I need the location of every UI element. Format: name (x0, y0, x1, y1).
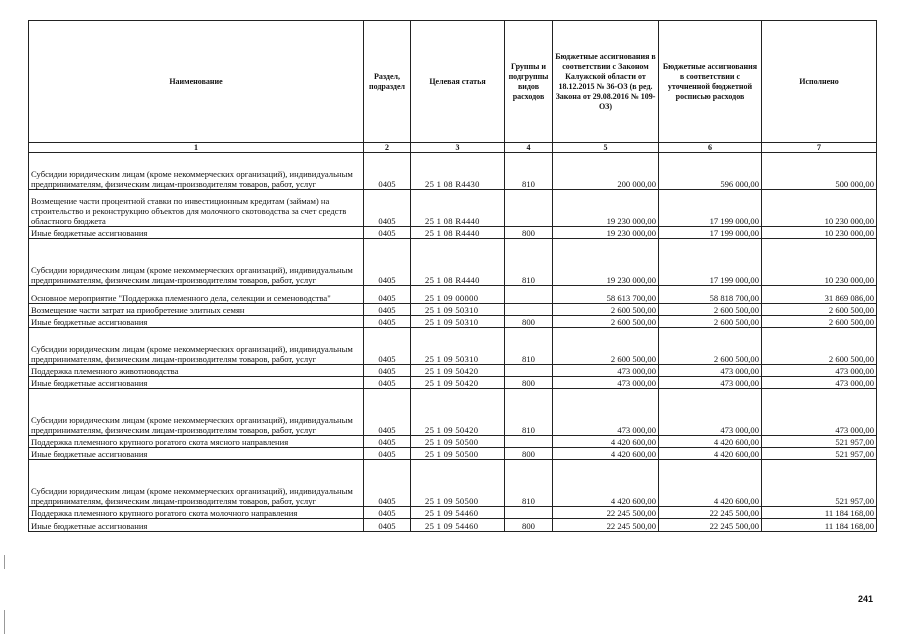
row-law-amount: 200 000,00 (553, 153, 659, 190)
scan-margin-mark (4, 555, 5, 569)
row-expense-group: 810 (505, 460, 553, 507)
row-section: 0405 (364, 377, 411, 389)
table-row (29, 304, 877, 316)
row-law-amount: 4 420 600,00 (553, 460, 659, 507)
row-law-amount: 473 000,00 (553, 365, 659, 377)
row-expense-group (505, 286, 553, 304)
row-name: Субсидии юридическим лицам (кроме некоммерческих организаций), индивидуальным предпринимателям, физическим лицам-производителям товаров, работ, услуг (29, 460, 364, 507)
row-expense-group: 800 (505, 316, 553, 328)
row-law-amount: 22 245 500,00 (553, 519, 659, 532)
row-section: 0405 (364, 436, 411, 448)
header-expense-groups: Группы и подгруппы видов расходов (505, 21, 553, 143)
row-section: 0405 (364, 328, 411, 365)
table-row (29, 436, 877, 448)
row-target-article: 25 1 09 54460 (411, 519, 505, 532)
row-expense-group (505, 507, 553, 519)
row-law-amount: 19 230 000,00 (553, 227, 659, 239)
row-updated-amount: 4 420 600,00 (659, 436, 762, 448)
row-name: Основное мероприятие "Поддержка племенного дела, селекции и семеноводства" (29, 286, 364, 304)
row-expense-group: 810 (505, 328, 553, 365)
row-target-article: 25 1 09 50420 (411, 365, 505, 377)
table-header-row (29, 21, 877, 143)
row-target-article: 25 1 09 50310 (411, 304, 505, 316)
row-law-amount: 22 245 500,00 (553, 507, 659, 519)
row-law-amount: 4 420 600,00 (553, 436, 659, 448)
column-number: 3 (411, 143, 505, 153)
row-updated-amount: 58 818 700,00 (659, 286, 762, 304)
budget-table (28, 20, 877, 532)
row-target-article: 25 1 08 R4440 (411, 227, 505, 239)
row-updated-amount: 4 420 600,00 (659, 460, 762, 507)
row-executed-amount: 473 000,00 (762, 377, 877, 389)
row-executed-amount: 2 600 500,00 (762, 328, 877, 365)
row-expense-group (505, 365, 553, 377)
row-executed-amount: 31 869 086,00 (762, 286, 877, 304)
row-target-article: 25 1 09 50500 (411, 460, 505, 507)
row-expense-group: 800 (505, 377, 553, 389)
row-updated-amount: 2 600 500,00 (659, 304, 762, 316)
row-section: 0405 (364, 153, 411, 190)
row-executed-amount: 10 230 000,00 (762, 190, 877, 227)
row-expense-group: 800 (505, 227, 553, 239)
row-law-amount: 4 420 600,00 (553, 448, 659, 460)
table-row (29, 389, 877, 436)
row-law-amount: 19 230 000,00 (553, 239, 659, 286)
table-row (29, 377, 877, 389)
scan-margin-mark (4, 610, 5, 634)
row-section: 0405 (364, 365, 411, 377)
table-row (29, 448, 877, 460)
row-law-amount: 473 000,00 (553, 389, 659, 436)
row-target-article: 25 1 08 R4430 (411, 153, 505, 190)
row-name: Субсидии юридическим лицам (кроме некоммерческих организаций), индивидуальным предпринимателям, физическим лицам-производителям товаров, работ, услуг (29, 328, 364, 365)
row-name: Возмещение части процентной ставки по инвестиционным кредитам (займам) на строительство и реконструкцию объектов для молочного скотоводства за счет средств областного бюджета (29, 190, 364, 227)
row-target-article: 25 1 09 50500 (411, 448, 505, 460)
row-updated-amount: 22 245 500,00 (659, 519, 762, 532)
row-name: Иные бюджетные ассигнования (29, 316, 364, 328)
header-name: Наименование (29, 21, 364, 143)
row-name: Поддержка племенного крупного рогатого скота мясного направления (29, 436, 364, 448)
row-updated-amount: 2 600 500,00 (659, 316, 762, 328)
row-executed-amount: 11 184 168,00 (762, 507, 877, 519)
row-section: 0405 (364, 286, 411, 304)
row-updated-amount: 17 199 000,00 (659, 239, 762, 286)
row-name: Поддержка племенного крупного рогатого скота молочного направления (29, 507, 364, 519)
row-target-article: 25 1 09 54460 (411, 507, 505, 519)
table-row (29, 227, 877, 239)
row-name: Иные бюджетные ассигнования (29, 448, 364, 460)
table-body (29, 153, 877, 532)
row-updated-amount: 473 000,00 (659, 365, 762, 377)
row-section: 0405 (364, 448, 411, 460)
header-updated-allocations: Бюджетные ассигнования в соответствии с уточненной бюджетной росписью расходов (659, 21, 762, 143)
row-section: 0405 (364, 519, 411, 532)
column-number: 2 (364, 143, 411, 153)
page-number: 241 (858, 594, 874, 604)
row-law-amount: 473 000,00 (553, 377, 659, 389)
row-target-article: 25 1 09 50310 (411, 316, 505, 328)
table-row (29, 190, 877, 227)
column-number: 6 (659, 143, 762, 153)
column-number: 7 (762, 143, 877, 153)
column-number: 4 (505, 143, 553, 153)
row-updated-amount: 596 000,00 (659, 153, 762, 190)
table-row (29, 365, 877, 377)
column-number-row (29, 143, 877, 153)
row-section: 0405 (364, 460, 411, 507)
row-section: 0405 (364, 190, 411, 227)
row-updated-amount: 17 199 000,00 (659, 190, 762, 227)
row-executed-amount: 473 000,00 (762, 365, 877, 377)
row-expense-group: 810 (505, 239, 553, 286)
table-row (29, 460, 877, 507)
header-executed: Исполнено (762, 21, 877, 143)
row-target-article: 25 1 09 50310 (411, 328, 505, 365)
row-updated-amount: 22 245 500,00 (659, 507, 762, 519)
row-target-article: 25 1 09 50420 (411, 377, 505, 389)
row-law-amount: 2 600 500,00 (553, 328, 659, 365)
row-executed-amount: 11 184 168,00 (762, 519, 877, 532)
row-law-amount: 19 230 000,00 (553, 190, 659, 227)
row-target-article: 25 1 09 00000 (411, 286, 505, 304)
row-executed-amount: 2 600 500,00 (762, 304, 877, 316)
row-name: Иные бюджетные ассигнования (29, 377, 364, 389)
table-row (29, 239, 877, 286)
row-name: Поддержка племенного животноводства (29, 365, 364, 377)
table-row (29, 328, 877, 365)
row-executed-amount: 10 230 000,00 (762, 239, 877, 286)
row-target-article: 25 1 08 R4440 (411, 190, 505, 227)
row-section: 0405 (364, 304, 411, 316)
column-number: 5 (553, 143, 659, 153)
row-executed-amount: 500 000,00 (762, 153, 877, 190)
row-expense-group: 810 (505, 389, 553, 436)
row-target-article: 25 1 08 R4440 (411, 239, 505, 286)
row-expense-group: 800 (505, 448, 553, 460)
table-row (29, 286, 877, 304)
column-number: 1 (29, 143, 364, 153)
row-expense-group (505, 190, 553, 227)
row-executed-amount: 521 957,00 (762, 460, 877, 507)
row-section: 0405 (364, 316, 411, 328)
row-law-amount: 2 600 500,00 (553, 304, 659, 316)
table-row (29, 316, 877, 328)
row-expense-group (505, 304, 553, 316)
row-name: Субсидии юридическим лицам (кроме некоммерческих организаций), индивидуальным предпринимателям, физическим лицам-производителям товаров, работ, услуг (29, 239, 364, 286)
row-executed-amount: 10 230 000,00 (762, 227, 877, 239)
row-updated-amount: 4 420 600,00 (659, 448, 762, 460)
row-name: Возмещение части затрат на приобретение элитных семян (29, 304, 364, 316)
row-name: Иные бюджетные ассигнования (29, 519, 364, 532)
row-updated-amount: 473 000,00 (659, 377, 762, 389)
table-row (29, 507, 877, 519)
row-executed-amount: 521 957,00 (762, 436, 877, 448)
header-target-article: Целевая статья (411, 21, 505, 143)
header-law-allocations: Бюджетные ассигнования в соответствии с Законом Калужской области от 18.12.2015 № 36-ОЗ (в ред. Закона от 29.08.2016 № 109-ОЗ) (553, 21, 659, 143)
row-name: Иные бюджетные ассигнования (29, 227, 364, 239)
row-law-amount: 2 600 500,00 (553, 316, 659, 328)
row-expense-group: 800 (505, 519, 553, 532)
row-name: Субсидии юридическим лицам (кроме некоммерческих организаций), индивидуальным предпринимателям, физическим лицам-производителям товаров, работ, услуг (29, 389, 364, 436)
row-section: 0405 (364, 389, 411, 436)
row-section: 0405 (364, 227, 411, 239)
row-updated-amount: 473 000,00 (659, 389, 762, 436)
row-expense-group (505, 436, 553, 448)
row-target-article: 25 1 09 50420 (411, 389, 505, 436)
row-executed-amount: 521 957,00 (762, 448, 877, 460)
row-executed-amount: 2 600 500,00 (762, 316, 877, 328)
row-section: 0405 (364, 239, 411, 286)
table-row (29, 153, 877, 190)
row-law-amount: 58 613 700,00 (553, 286, 659, 304)
row-updated-amount: 2 600 500,00 (659, 328, 762, 365)
row-section: 0405 (364, 507, 411, 519)
row-expense-group: 810 (505, 153, 553, 190)
row-name: Субсидии юридическим лицам (кроме некоммерческих организаций), индивидуальным предпринимателям, физическим лицам-производителям товаров, работ, услуг (29, 153, 364, 190)
row-executed-amount: 473 000,00 (762, 389, 877, 436)
header-section: Раздел, подраздел (364, 21, 411, 143)
row-target-article: 25 1 09 50500 (411, 436, 505, 448)
row-updated-amount: 17 199 000,00 (659, 227, 762, 239)
table-row (29, 519, 877, 532)
